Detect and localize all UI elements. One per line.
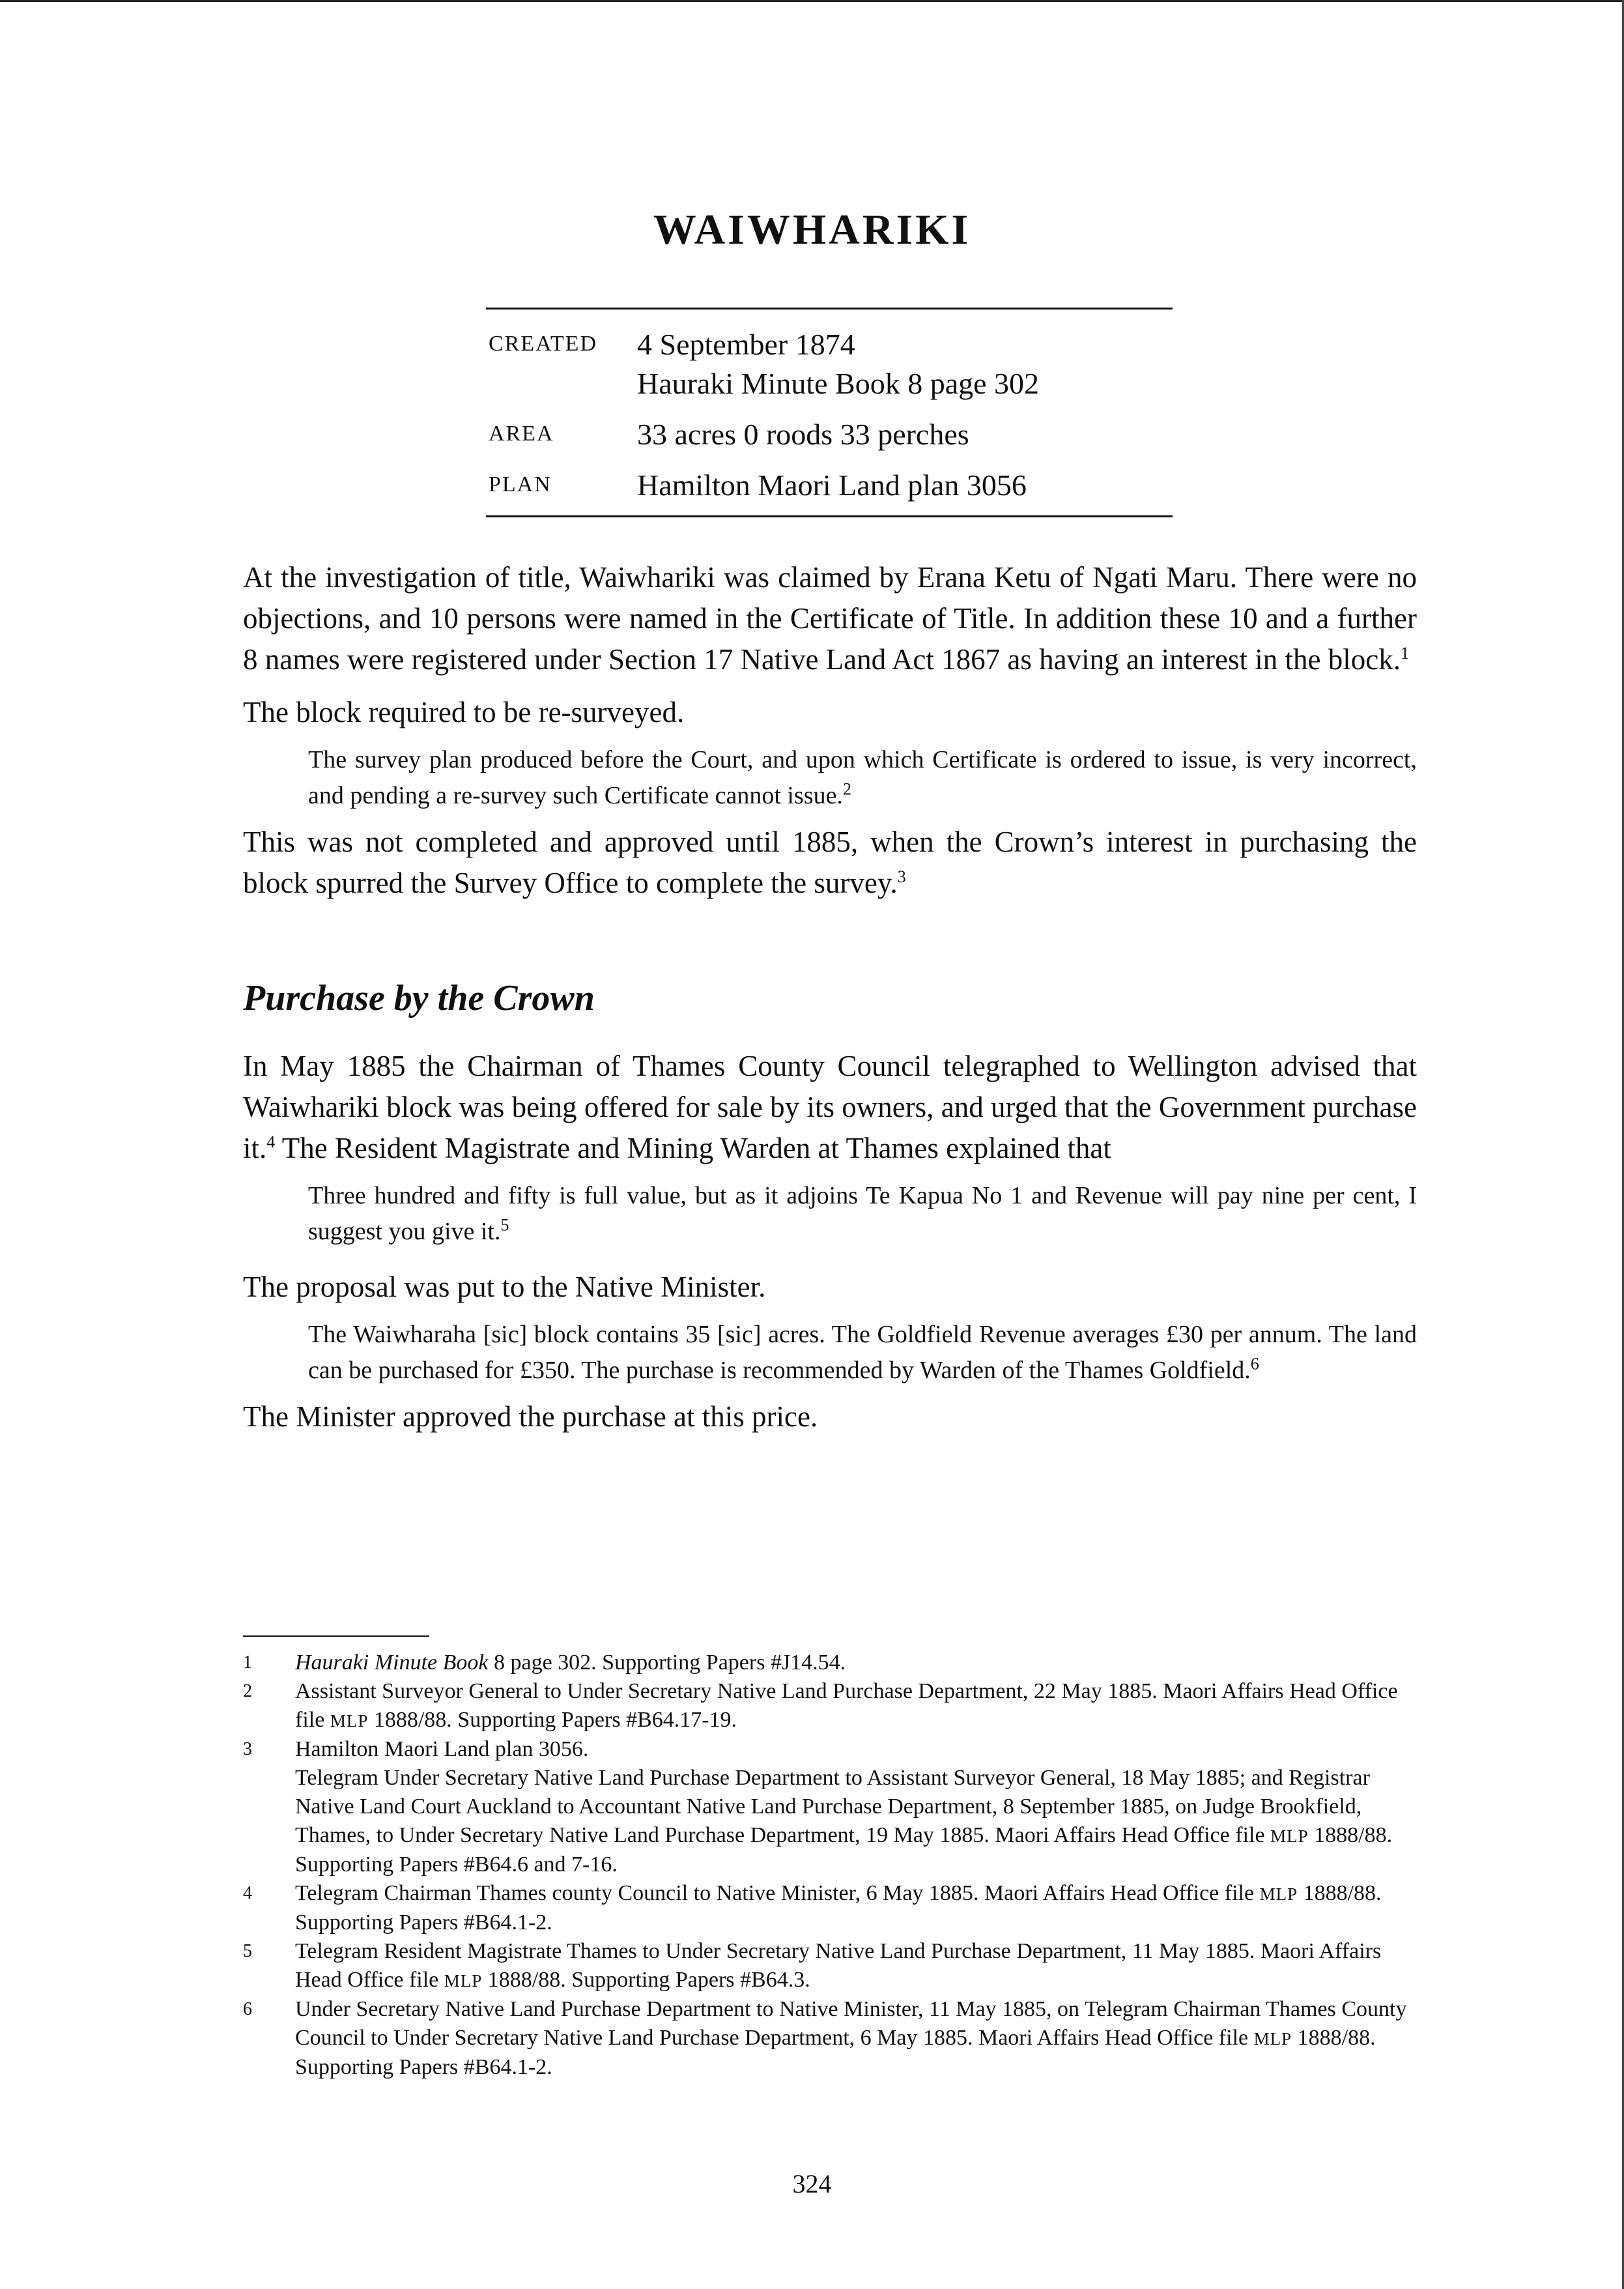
footnote-number: 4 [243,1883,252,1903]
area-label: AREA [489,422,554,446]
plan-label: PLAN [489,472,552,497]
quote-full-value: Three hundred and fifty is full value, but as it adjoins Te Kapua No 1 and Revenue will pay nine per cent, I suggest you give it.$^5$ [308,1182,1417,1245]
footnotes-section [243,1648,1417,2082]
plan-value: Hamilton Maori Land plan 3056 [637,468,1027,502]
block-info-table [486,308,1173,517]
footnote-ref-5: 5 [500,1215,509,1235]
footnote-ref-4: 4 [266,1132,276,1151]
footnote-number: 5 [243,1941,252,1961]
quote-goldfield: The Waiwharaha [sic] block contains 35 [sic] acres. The Goldfield Revenue averages £30 per annum. The land can be purchased for £350. The purchase is recommended by Warden of the Thames Goldfield.$^6$ [308,1321,1417,1384]
footnote-4: 4 Telegram Chairman Thames county Council to Native Minister, 6 May 1885. Maori Affairs Head Office file MLP 1888/88. Supporting Papers #B64.1-2. [243,1879,1417,1937]
purchase-section [243,1046,1417,1437]
footnote-2: 2 Assistant Surveyor General to Under Secretary Native Land Purchase Department, 22 May 1885. Maori Affairs Head Office file MLP 1888/88. Supporting Papers #B64.17-19. [243,1677,1417,1735]
footnote-number: 2 [243,1681,252,1701]
area-row [486,415,1173,454]
footnote-3: 3 Hamilton Maori Land plan 3056. Telegram Under Secretary Native Land Purchase Department to Assistant Surveyor General, 18 May 1885; and Registrar Native Land Court Auckland to Accountant Native Land Purchase Department, 8 September 1885, on Judge Brookfield, Thames, to Under Secretary Native Land Purchase Department, 19 May 1885. Maori Affairs Head Office file MLP 1888/88. Supporting Papers #B64.6 and 7-16. [243,1735,1417,1879]
page-title: WAIWHARIKI [653,206,971,253]
footnote-number: 3 [243,1739,252,1759]
quote-survey-plan: The survey plan produced before the Court, and upon which Certificate is ordered to issue, is very incorrect, and pending a re-survey such Certificate cannot issue.$^2$ [308,746,1417,809]
area-value: 33 acres 0 roods 33 perches [637,418,969,451]
table-bottom-rule [486,515,1173,517]
table-top-rule [486,308,1173,310]
footnote-number: 6 [243,1999,252,2019]
footnote-5: 5 Telegram Resident Magistrate Thames to Under Secretary Native Land Purchase Department, 11 May 1885. Maori Affairs Head Office file MLP 1888/88. Supporting Papers #B64.3. [243,1937,1417,1995]
footnote-ref-3: 3 [897,867,906,886]
paragraph-completion: This was not completed and approved until 1885, when the Crown’s interest in purchasing the block spurred the Survey Office to complete the survey.$^3$ [243,826,1417,899]
footnote-ref-1: 1 [1400,644,1409,663]
paragraph-approval: The Minister approved the purchase at this price. [243,1400,818,1433]
intro-section [243,557,1417,904]
paragraph-resurvey: The block required to be re-surveyed. [243,696,685,728]
footnote-ref-6: 6 [1250,1354,1259,1374]
footnote-divider [243,1635,429,1637]
plan-row [486,466,1173,505]
page-number: 324 [792,2169,832,2198]
footnote-1: 1 Hauraki Minute Book 8 page 302. Supporting Papers #J14.54. [243,1648,1417,1677]
section-heading: Purchase by the Crown [243,978,595,1018]
footnote-number: 1 [243,1652,252,1673]
page-edge-top [0,0,1624,2]
created-label: CREATED [489,332,597,356]
footnote-ref-2: 2 [842,779,851,799]
created-values [637,325,1039,403]
created-minute-book: Hauraki Minute Book 8 page 302 [637,367,1040,400]
paragraph-investigation: At the investigation of title, Waiwhariki was claimed by Erana Ketu of Ngati Maru. There were no objections, and 10 persons were named in the Certificate of Title. In addition these 10 and a further 8 names were registered under Section 17 Native Land Act 1867 as having an interest in the block.$^1$ [243,561,1417,676]
created-row [486,325,1173,403]
paragraph-telegraph: In May 1885 the Chairman of Thames County Council telegraphed to Wellington advised that Waiwhariki block was being offered for sale by its owners, and urged that the Government purchase it.$^4$ The Resident Magistrate and Mining Warden at Thames explained that [243,1050,1417,1164]
paragraph-proposal: The proposal was put to the Native Minister. [243,1271,766,1303]
created-date: 4 September 1874 [637,328,855,361]
footnote-6: 6 Under Secretary Native Land Purchase Department to Native Minister, 11 May 1885, on Telegram Chairman Thames County Council to Under Secretary Native Land Purchase Department, 6 May 1885. Maori Affairs Head Office file MLP 1888/88. Supporting Papers #B64.1-2. [243,1995,1417,2082]
